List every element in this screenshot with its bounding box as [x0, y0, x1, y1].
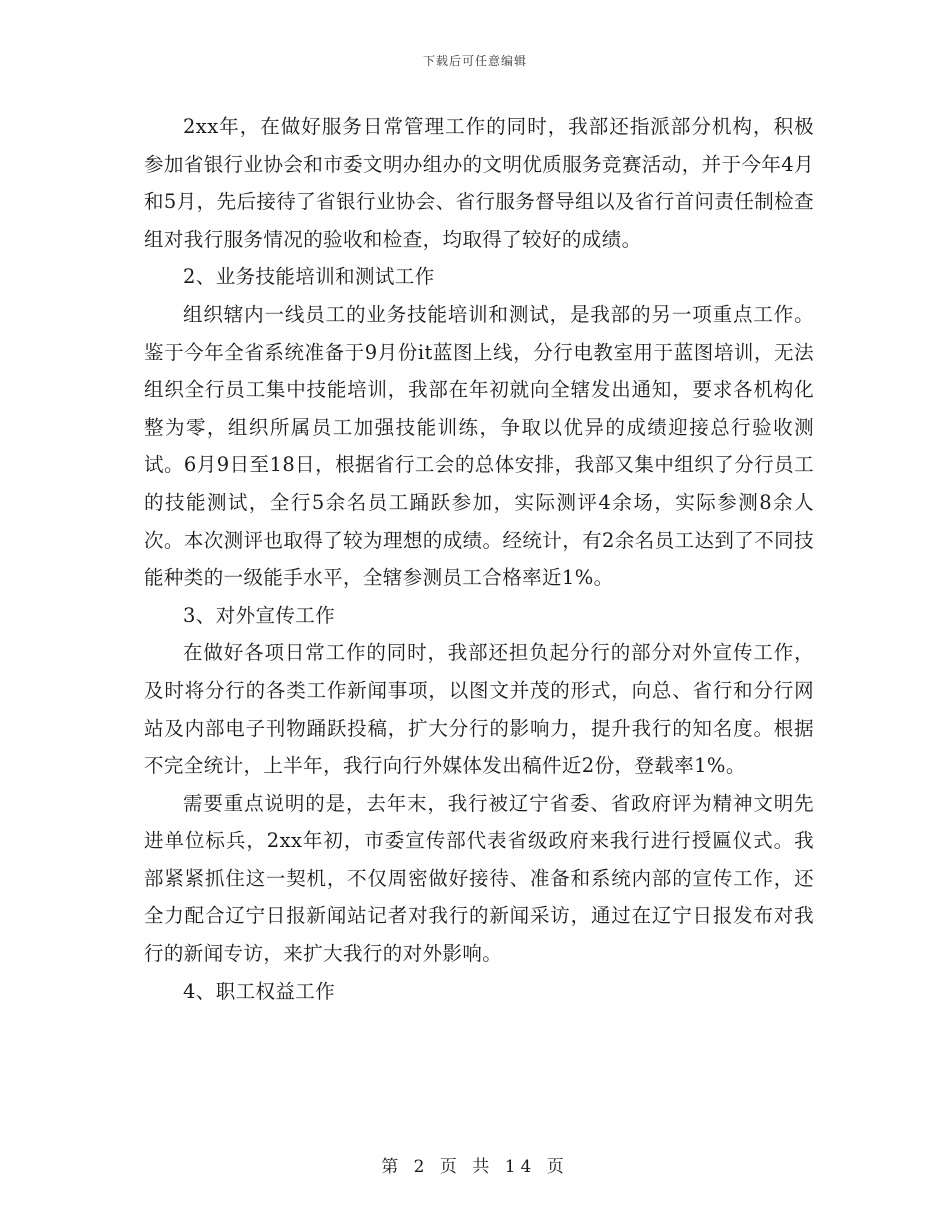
section-heading-publicity: 3、对外宣传工作	[183, 603, 336, 627]
page-header: 下载后可任意编辑	[422, 54, 527, 68]
section-heading-employee-rights: 4、职工权益工作	[183, 979, 336, 1003]
paragraph-service-competition: 2xx年，在做好服务日常管理工作的同时，我部还指派部分机构，积极参加省银行业协会和市委文明办组办的文明优质服务竞赛活动，并于今年4月和5月，先后接待了省银行业协会、省行服务督导组以及省行首问责任制检查组对我行服务情况的验收和检查，均取得了较好的成绩。	[144, 115, 814, 251]
paragraph-publicity: 在做好各项日常工作的同时，我部还担负起分行的部分对外宣传工作，及时将分行的各类工作新闻事项，以图文并茂的形式，向总、省行和分行网站及内部电子刊物踊跃投稿，扩大分行的影响力，提升我行的知名度。根据不完全统计，上半年，我行向行外媒体发出稿件近2份，登载率1%。	[144, 641, 814, 778]
document-body	[144, 108, 814, 1010]
paragraph-skills-training: 组织辖内一线员工的业务技能培训和测试，是我部的另一项重点工作。鉴于今年全省系统准备于9月份it蓝图上线，分行电教室用于蓝图培训，无法组织全行员工集中技能培训，我部在年初就向全辖发出通知，要求各机构化整为零，组织所属员工加强技能训练，争取以优异的成绩迎接总行验收测试。6月9日至18日，根据省行工会的总体安排，我部又集中组织了分行员工的技能测试，全行5余名员工踊跃参加，实际测评4余场，实际参测8余人次。本次测评也取得了较为理想的成绩。经统计，有2余名员工达到了不同技能种类的一级能手水平，全辖参测员工合格率近1%。	[144, 302, 814, 590]
page-number-footer: 第 2 页 共 14 页	[381, 1157, 569, 1177]
section-heading-skills-training: 2、业务技能培训和测试工作	[183, 265, 435, 289]
paragraph-civilization-award: 需要重点说明的是，去年末，我行被辽宁省委、省政府评为精神文明先进单位标兵，2xx年初，市委宣传部代表省级政府来我行进行授匾仪式。我部紧紧抓住这一契机，不仅周密做好接待、准备和系统内部的宣传工作，还全力配合辽宁日报新闻站记者对我行的新闻采访，通过在辽宁日报发布对我行的新闻专访，来扩大我行的对外影响。	[144, 791, 814, 966]
